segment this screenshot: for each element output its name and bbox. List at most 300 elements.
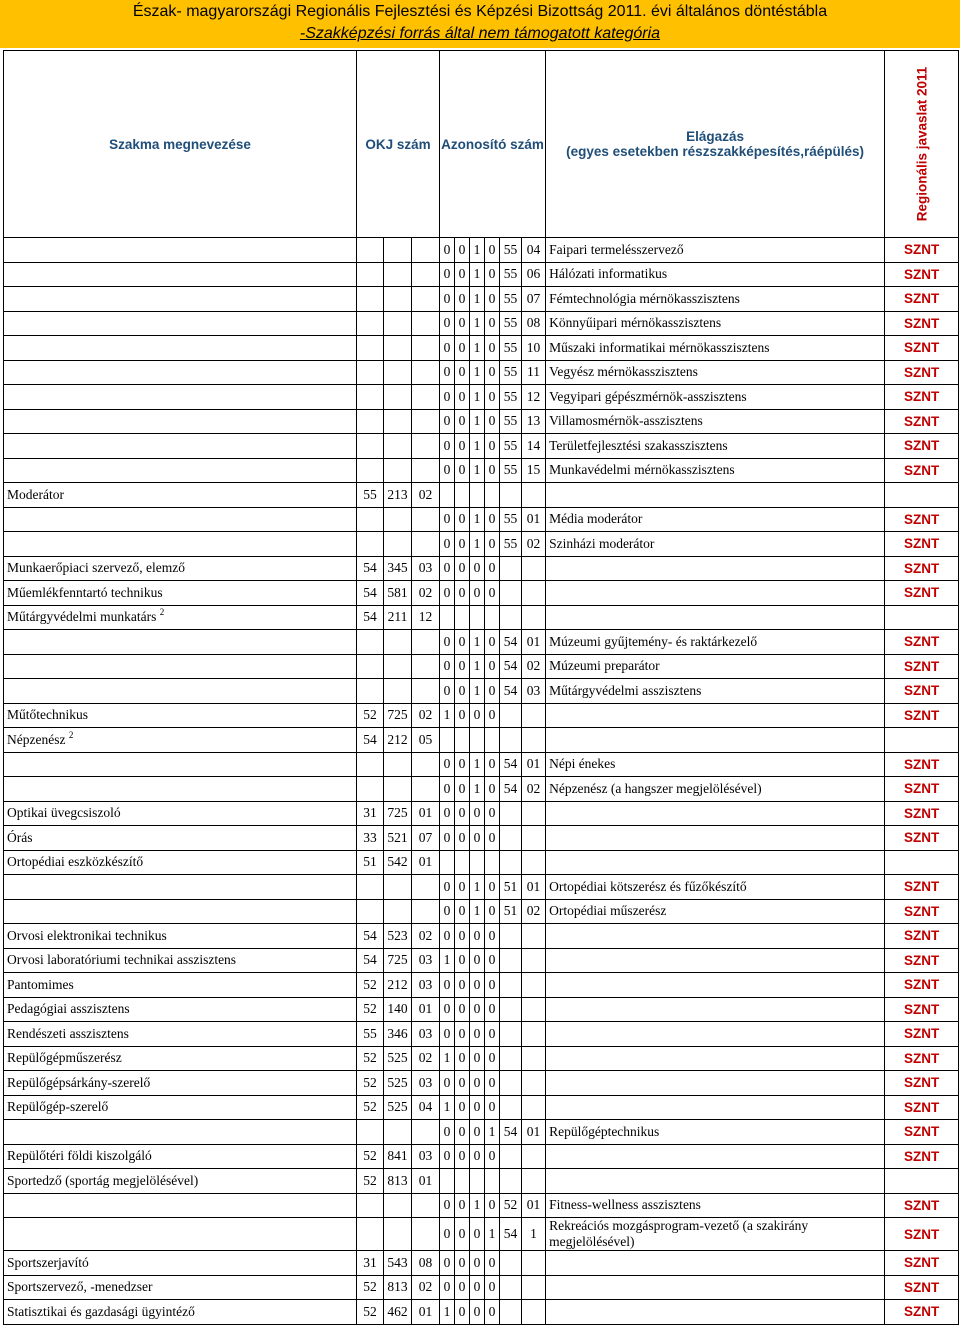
table-header-row	[4, 51, 959, 238]
okj-digit-cell: 52	[357, 1144, 384, 1169]
profession-name-cell	[4, 1144, 357, 1169]
okj-digit-cell: 51	[357, 850, 384, 875]
okj-digit-cell: 03	[412, 948, 440, 973]
branch-code-cell	[522, 948, 546, 973]
okj-digit-cell: 33	[357, 826, 384, 851]
azonosito-digit-cell: 0	[485, 679, 500, 704]
branch-code-cell: 55	[500, 434, 522, 459]
branch-code-cell: 01	[522, 1193, 546, 1218]
okj-digit-cell: 04	[412, 1095, 440, 1120]
azonosito-digit-cell: 1	[440, 1046, 455, 1071]
azonosito-digit-cell: 0	[440, 1275, 455, 1300]
azonosito-digit-cell	[440, 483, 455, 508]
branch-name-cell: Hálózati informatikus	[546, 262, 885, 287]
azonosito-digit-cell: 0	[455, 360, 470, 385]
okj-digit-cell	[357, 899, 384, 924]
document-header	[0, 0, 960, 48]
azonosito-digit-cell: 0	[455, 507, 470, 532]
azonosito-digit-cell: 0	[455, 703, 470, 728]
branch-code-cell: 55	[500, 409, 522, 434]
branch-name-cell: Média moderátor	[546, 507, 885, 532]
col-header-name: Szakma megnevezése	[4, 51, 357, 238]
azonosito-digit-cell	[455, 850, 470, 875]
okj-digit-cell	[412, 752, 440, 777]
azonosito-digit-cell: 0	[485, 409, 500, 434]
azonosito-digit-cell	[440, 850, 455, 875]
profession-name-cell	[4, 336, 357, 361]
okj-digit-cell: 52	[357, 1300, 384, 1325]
proposal-cell: SZNT	[885, 262, 959, 287]
okj-digit-cell	[412, 507, 440, 532]
proposal-cell: SZNT	[885, 385, 959, 410]
azonosito-digit-cell: 0	[440, 581, 455, 606]
azonosito-digit-cell: 0	[455, 556, 470, 581]
branch-code-cell	[522, 556, 546, 581]
azonosito-digit-cell: 0	[455, 1046, 470, 1071]
azonosito-digit-cell: 0	[455, 532, 470, 557]
profession-name: Pedagógiai asszisztens	[7, 1001, 130, 1017]
okj-digit-cell	[357, 336, 384, 361]
okj-digit-cell: 07	[412, 826, 440, 851]
proposal-cell: SZNT	[885, 1071, 959, 1096]
okj-digit-cell: 213	[384, 483, 412, 508]
branch-code-cell	[500, 924, 522, 949]
okj-digit-cell: 211	[384, 605, 412, 630]
azonosito-digit-cell: 1	[470, 311, 485, 336]
azonosito-digit-cell	[440, 728, 455, 753]
azonosito-digit-cell: 0	[470, 556, 485, 581]
okj-digit-cell	[357, 875, 384, 900]
branch-code-cell	[500, 581, 522, 606]
okj-digit-cell: 52	[357, 997, 384, 1022]
okj-digit-cell: 725	[384, 801, 412, 826]
profession-name-cell	[4, 801, 357, 826]
azonosito-digit-cell: 0	[470, 997, 485, 1022]
okj-digit-cell	[412, 532, 440, 557]
branch-code-cell: 1	[522, 1218, 546, 1251]
profession-name-cell	[4, 1300, 357, 1325]
branch-name-cell: Múzeumi gyűjtemény- és raktárkezelő	[546, 630, 885, 655]
azonosito-digit-cell	[455, 728, 470, 753]
azonosito-digit-cell: 1	[470, 899, 485, 924]
okj-digit-cell: 02	[412, 483, 440, 508]
azonosito-digit-cell: 0	[470, 1120, 485, 1145]
table-row	[4, 434, 959, 459]
okj-digit-cell	[384, 679, 412, 704]
profession-name: Repülőtéri földi kiszolgáló	[7, 1148, 152, 1164]
table-row	[4, 728, 959, 753]
branch-code-cell	[500, 1300, 522, 1325]
profession-name-cell	[4, 458, 357, 483]
okj-digit-cell	[384, 752, 412, 777]
okj-digit-cell	[412, 1193, 440, 1218]
okj-digit-cell	[412, 238, 440, 263]
col-header-azonosito: Azonosító szám	[440, 51, 546, 238]
azonosito-digit-cell: 0	[470, 1071, 485, 1096]
okj-digit-cell: 31	[357, 1251, 384, 1276]
azonosito-digit-cell: 1	[470, 752, 485, 777]
branch-name-cell: Faipari termelésszervező	[546, 238, 885, 263]
profession-name-cell	[4, 360, 357, 385]
profession-name-cell	[4, 654, 357, 679]
profession-name: Repülőgépműszerész	[7, 1050, 122, 1066]
azonosito-digit-cell: 0	[440, 997, 455, 1022]
profession-name-cell	[4, 728, 357, 753]
okj-digit-cell	[412, 679, 440, 704]
branch-name-cell	[546, 581, 885, 606]
table-row	[4, 1022, 959, 1047]
profession-name-cell	[4, 1169, 357, 1194]
azonosito-digit-cell: 0	[440, 1120, 455, 1145]
azonosito-digit-cell: 0	[455, 238, 470, 263]
branch-name-cell	[546, 1071, 885, 1096]
okj-digit-cell	[412, 1218, 440, 1251]
branch-name-cell	[546, 1022, 885, 1047]
azonosito-digit-cell: 0	[455, 1251, 470, 1276]
azonosito-digit-cell: 0	[455, 1095, 470, 1120]
branch-code-cell: 01	[522, 507, 546, 532]
branch-name-cell: Munkavédelmi mérnökasszisztens	[546, 458, 885, 483]
okj-digit-cell	[357, 458, 384, 483]
azonosito-digit-cell: 0	[440, 630, 455, 655]
okj-digit-cell: 52	[357, 703, 384, 728]
azonosito-digit-cell: 0	[455, 948, 470, 973]
azonosito-digit-cell: 0	[485, 1300, 500, 1325]
branch-code-cell	[500, 997, 522, 1022]
azonosito-digit-cell: 0	[440, 899, 455, 924]
branch-name-cell: Rekreációs mozgásprogram-vezető (a szakirány megjelölésével)	[546, 1218, 885, 1251]
branch-code-cell: 07	[522, 287, 546, 312]
okj-digit-cell	[384, 238, 412, 263]
profession-name-cell	[4, 581, 357, 606]
azonosito-digit-cell: 0	[440, 336, 455, 361]
okj-digit-cell	[357, 532, 384, 557]
okj-digit-cell	[384, 458, 412, 483]
azonosito-digit-cell: 1	[470, 1193, 485, 1218]
branch-code-cell: 54	[500, 752, 522, 777]
branch-code-cell: 54	[500, 654, 522, 679]
proposal-cell: SZNT	[885, 532, 959, 557]
branch-name-cell	[546, 703, 885, 728]
azonosito-digit-cell: 0	[440, 287, 455, 312]
okj-digit-cell: 02	[412, 581, 440, 606]
branch-code-cell	[500, 1071, 522, 1096]
proposal-cell: SZNT	[885, 948, 959, 973]
branch-code-cell: 51	[500, 875, 522, 900]
document-subtitle: -Szakképzési forrás által nem támogatott kategória	[299, 25, 661, 42]
branch-code-cell	[500, 1275, 522, 1300]
branch-name-cell	[546, 948, 885, 973]
table-row	[4, 262, 959, 287]
okj-digit-cell: 02	[412, 703, 440, 728]
branch-code-cell	[500, 703, 522, 728]
branch-code-cell	[522, 703, 546, 728]
col-header-proposal-label: Regionális javaslat 2011	[914, 66, 930, 222]
azonosito-digit-cell: 0	[455, 679, 470, 704]
branch-code-cell: 12	[522, 385, 546, 410]
azonosito-digit-cell: 0	[440, 409, 455, 434]
azonosito-digit-cell: 0	[440, 801, 455, 826]
azonosito-digit-cell: 0	[440, 1218, 455, 1251]
okj-digit-cell: 03	[412, 1144, 440, 1169]
decision-table	[3, 50, 959, 1325]
okj-digit-cell	[384, 532, 412, 557]
table-row	[4, 1169, 959, 1194]
branch-name-cell: Fémtechnológia mérnökasszisztens	[546, 287, 885, 312]
azonosito-digit-cell: 0	[485, 1022, 500, 1047]
profession-name-cell	[4, 777, 357, 802]
branch-name-cell: Műtárgyvédelmi asszisztens	[546, 679, 885, 704]
branch-code-cell	[500, 1169, 522, 1194]
okj-digit-cell	[384, 287, 412, 312]
okj-digit-cell: 52	[357, 1095, 384, 1120]
okj-digit-cell: 54	[357, 605, 384, 630]
table-row	[4, 801, 959, 826]
profession-name: Sportszervező, -menedzser	[7, 1279, 153, 1295]
profession-name-cell	[4, 483, 357, 508]
profession-name-cell	[4, 507, 357, 532]
azonosito-digit-cell: 0	[440, 238, 455, 263]
profession-name-cell	[4, 605, 357, 630]
azonosito-digit-cell: 0	[455, 434, 470, 459]
branch-name-cell: Fitness-wellness asszisztens	[546, 1193, 885, 1218]
table-row	[4, 1193, 959, 1218]
azonosito-digit-cell: 0	[455, 1275, 470, 1300]
okj-digit-cell	[357, 1193, 384, 1218]
okj-digit-cell: 52	[357, 1275, 384, 1300]
azonosito-digit-cell: 0	[455, 777, 470, 802]
azonosito-digit-cell: 0	[485, 752, 500, 777]
azonosito-digit-cell	[470, 605, 485, 630]
okj-digit-cell: 05	[412, 728, 440, 753]
azonosito-digit-cell: 1	[470, 507, 485, 532]
branch-code-cell	[522, 850, 546, 875]
profession-name-cell	[4, 1046, 357, 1071]
azonosito-digit-cell: 0	[470, 801, 485, 826]
okj-digit-cell	[357, 385, 384, 410]
branch-code-cell: 04	[522, 238, 546, 263]
azonosito-digit-cell: 0	[485, 1275, 500, 1300]
profession-name-cell	[4, 924, 357, 949]
proposal-cell: SZNT	[885, 801, 959, 826]
table-row	[4, 973, 959, 998]
profession-name: Műemlékfenntartó technikus	[7, 584, 163, 600]
azonosito-digit-cell: 0	[485, 899, 500, 924]
table-row	[4, 654, 959, 679]
azonosito-digit-cell: 0	[470, 826, 485, 851]
proposal-cell: SZNT	[885, 507, 959, 532]
okj-digit-cell	[357, 409, 384, 434]
profession-name: Optikai üvegcsiszoló	[7, 805, 121, 821]
branch-code-cell: 55	[500, 360, 522, 385]
profession-name-cell	[4, 287, 357, 312]
azonosito-digit-cell	[440, 1169, 455, 1194]
azonosito-digit-cell: 1	[470, 238, 485, 263]
azonosito-digit-cell: 0	[470, 948, 485, 973]
proposal-cell: SZNT	[885, 409, 959, 434]
table-row	[4, 679, 959, 704]
okj-digit-cell	[384, 262, 412, 287]
branch-code-cell	[500, 605, 522, 630]
branch-name-cell	[546, 1275, 885, 1300]
azonosito-digit-cell: 0	[455, 336, 470, 361]
branch-code-cell	[500, 1144, 522, 1169]
branch-name-cell	[546, 1144, 885, 1169]
okj-digit-cell: 212	[384, 973, 412, 998]
branch-code-cell: 52	[500, 1193, 522, 1218]
table-row	[4, 1275, 959, 1300]
azonosito-digit-cell: 0	[455, 924, 470, 949]
okj-digit-cell: 54	[357, 581, 384, 606]
table-row	[4, 899, 959, 924]
azonosito-digit-cell: 0	[485, 875, 500, 900]
azonosito-digit-cell: 0	[440, 875, 455, 900]
proposal-cell: SZNT	[885, 1300, 959, 1325]
azonosito-digit-cell: 1	[440, 703, 455, 728]
azonosito-digit-cell: 0	[470, 973, 485, 998]
azonosito-digit-cell: 0	[440, 1144, 455, 1169]
col-header-branch	[546, 51, 885, 238]
okj-digit-cell	[357, 752, 384, 777]
okj-digit-cell	[384, 360, 412, 385]
okj-digit-cell	[384, 777, 412, 802]
branch-code-cell	[522, 1071, 546, 1096]
azonosito-digit-cell: 0	[485, 287, 500, 312]
table-row	[4, 1300, 959, 1325]
azonosito-digit-cell: 0	[455, 1193, 470, 1218]
table-row	[4, 1095, 959, 1120]
profession-name-cell	[4, 875, 357, 900]
azonosito-digit-cell: 0	[485, 360, 500, 385]
branch-code-cell: 02	[522, 899, 546, 924]
branch-name-cell: Villamosmérnök-asszisztens	[546, 409, 885, 434]
proposal-cell: SZNT	[885, 434, 959, 459]
branch-code-cell: 01	[522, 630, 546, 655]
profession-name-cell	[4, 630, 357, 655]
branch-code-cell: 55	[500, 458, 522, 483]
branch-code-cell: 01	[522, 875, 546, 900]
okj-digit-cell	[384, 409, 412, 434]
okj-digit-cell: 54	[357, 924, 384, 949]
azonosito-digit-cell: 0	[455, 287, 470, 312]
okj-digit-cell: 542	[384, 850, 412, 875]
okj-digit-cell	[384, 899, 412, 924]
okj-digit-cell	[384, 630, 412, 655]
branch-code-cell	[522, 973, 546, 998]
profession-name: Statisztikai és gazdasági ügyintéző	[7, 1303, 195, 1319]
branch-name-cell	[546, 973, 885, 998]
okj-digit-cell: 01	[412, 1300, 440, 1325]
table-row	[4, 948, 959, 973]
proposal-cell: SZNT	[885, 1095, 959, 1120]
azonosito-digit-cell	[485, 728, 500, 753]
okj-digit-cell	[412, 409, 440, 434]
profession-name: Munkaerőpiaci szervező, elemző	[7, 560, 186, 576]
profession-name-cell	[4, 556, 357, 581]
azonosito-digit-cell	[440, 605, 455, 630]
okj-digit-cell: 03	[412, 1022, 440, 1047]
azonosito-digit-cell: 0	[485, 385, 500, 410]
azonosito-digit-cell	[455, 1169, 470, 1194]
azonosito-digit-cell: 0	[470, 581, 485, 606]
azonosito-digit-cell: 1	[485, 1120, 500, 1145]
okj-digit-cell	[412, 311, 440, 336]
okj-digit-cell: 55	[357, 1022, 384, 1047]
table-row	[4, 507, 959, 532]
azonosito-digit-cell: 0	[455, 630, 470, 655]
azonosito-digit-cell: 0	[470, 1300, 485, 1325]
azonosito-digit-cell	[485, 605, 500, 630]
okj-digit-cell	[357, 311, 384, 336]
col-header-branch-title: Elágazás	[686, 129, 744, 144]
azonosito-digit-cell: 0	[485, 434, 500, 459]
table-row	[4, 777, 959, 802]
profession-name-cell	[4, 385, 357, 410]
okj-digit-cell	[357, 654, 384, 679]
branch-code-cell: 55	[500, 336, 522, 361]
okj-digit-cell: 345	[384, 556, 412, 581]
profession-name-cell	[4, 752, 357, 777]
branch-code-cell	[500, 948, 522, 973]
profession-name: Orvosi laboratóriumi technikai asszisztens	[7, 952, 237, 968]
proposal-cell: SZNT	[885, 654, 959, 679]
azonosito-digit-cell: 1	[485, 1218, 500, 1251]
proposal-cell: SZNT	[885, 703, 959, 728]
branch-code-cell	[522, 483, 546, 508]
branch-code-cell	[522, 826, 546, 851]
branch-name-cell	[546, 605, 885, 630]
okj-digit-cell	[384, 1218, 412, 1251]
azonosito-digit-cell: 0	[440, 777, 455, 802]
azonosito-digit-cell: 0	[440, 654, 455, 679]
branch-code-cell	[500, 1095, 522, 1120]
branch-code-cell: 55	[500, 287, 522, 312]
branch-code-cell: 01	[522, 1120, 546, 1145]
azonosito-digit-cell: 1	[470, 287, 485, 312]
profession-name-cell	[4, 899, 357, 924]
branch-name-cell	[546, 1251, 885, 1276]
profession-name-cell	[4, 703, 357, 728]
azonosito-digit-cell: 0	[485, 630, 500, 655]
azonosito-digit-cell	[455, 483, 470, 508]
proposal-cell: SZNT	[885, 1218, 959, 1251]
okj-digit-cell: 813	[384, 1169, 412, 1194]
okj-digit-cell	[412, 336, 440, 361]
okj-digit-cell	[412, 875, 440, 900]
proposal-cell: SZNT	[885, 997, 959, 1022]
profession-name-cell	[4, 679, 357, 704]
okj-digit-cell	[357, 630, 384, 655]
proposal-cell	[885, 850, 959, 875]
azonosito-digit-cell: 0	[470, 924, 485, 949]
azonosito-digit-cell: 0	[440, 532, 455, 557]
table-row	[4, 483, 959, 508]
branch-code-cell: 55	[500, 385, 522, 410]
azonosito-digit-cell: 0	[485, 1251, 500, 1276]
profession-name: Moderátor	[7, 486, 64, 502]
azonosito-digit-cell: 0	[455, 1218, 470, 1251]
azonosito-digit-cell: 0	[455, 1300, 470, 1325]
azonosito-digit-cell: 0	[485, 581, 500, 606]
profession-name-cell	[4, 1193, 357, 1218]
branch-name-cell: Népi énekes	[546, 752, 885, 777]
azonosito-digit-cell: 0	[470, 1275, 485, 1300]
col-header-branch-note: (egyes esetekben részszakképesítés,ráépülés)	[566, 144, 865, 159]
azonosito-digit-cell: 0	[470, 1144, 485, 1169]
azonosito-digit-cell: 0	[485, 507, 500, 532]
profession-name: Repülőgép-szerelő	[7, 1099, 109, 1115]
branch-name-cell	[546, 483, 885, 508]
